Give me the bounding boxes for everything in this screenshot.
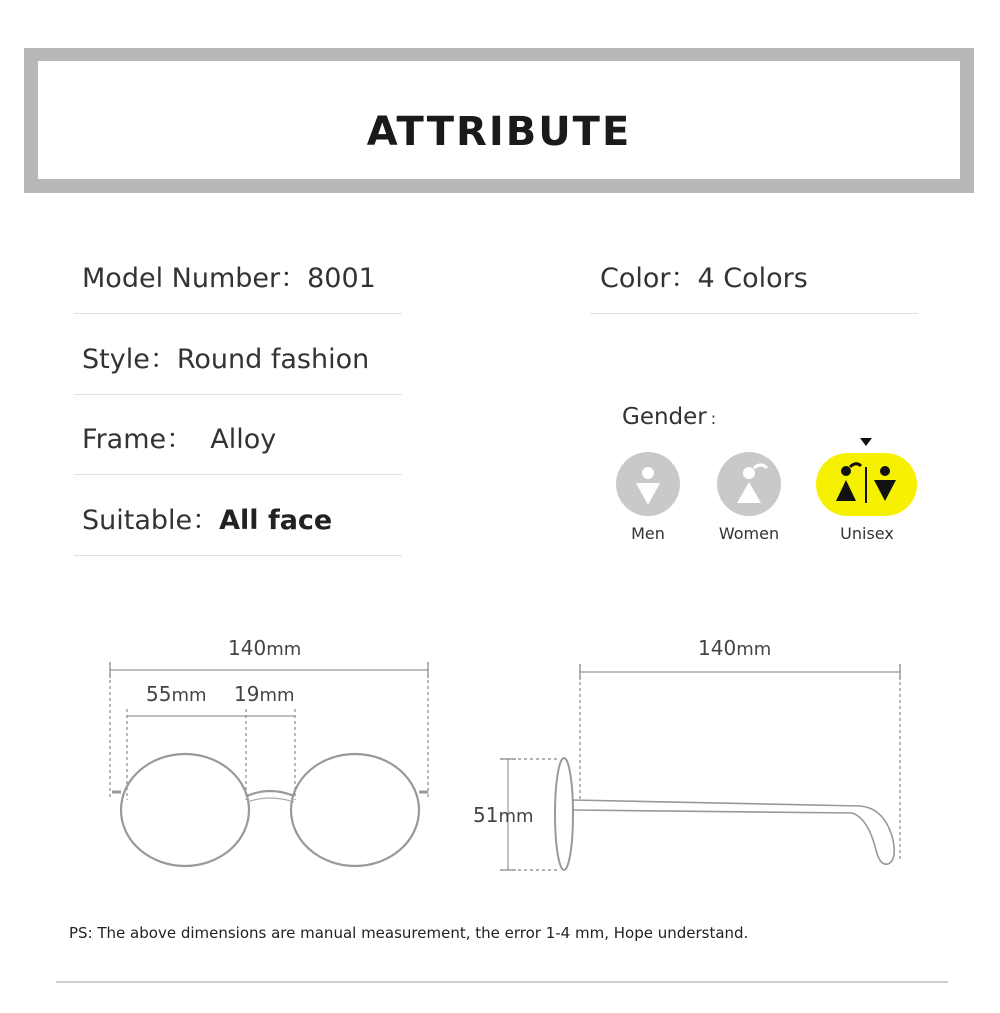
attr-label: Model Number： (82, 263, 308, 294)
bottom-divider (56, 981, 948, 983)
attr-label: Suitable： (82, 505, 220, 536)
attr-label: Style： (82, 344, 177, 375)
attr-value: Round fashion (176, 344, 370, 375)
gender-label-unisex: Unisex (840, 524, 894, 543)
temple-length-label: 140mm (698, 636, 772, 660)
gender-label-men: Men (631, 524, 665, 543)
attr-value: Alloy (193, 424, 277, 455)
gender-label-women: Women (718, 524, 780, 543)
lens-width-label: 55mm (146, 682, 207, 706)
attr-value: All face (219, 505, 333, 536)
attr-value: 8001 (307, 263, 376, 294)
front-total-width-label: 140mm (228, 636, 302, 660)
measurement-note: PS: The above dimensions are manual measurement, the error 1-4 mm, Hope understand. (69, 924, 749, 942)
attr-value: 4 Colors (697, 263, 808, 294)
attr-label: Color： (600, 263, 698, 294)
attr-label: Frame： (82, 424, 194, 455)
lens-height-label: 51mm (473, 803, 534, 827)
gender-title: Gender : (622, 404, 717, 430)
banner-title: ATTRIBUTE (366, 109, 632, 155)
bridge-width-label: 19mm (234, 682, 295, 706)
side-view-diagram (500, 664, 900, 870)
